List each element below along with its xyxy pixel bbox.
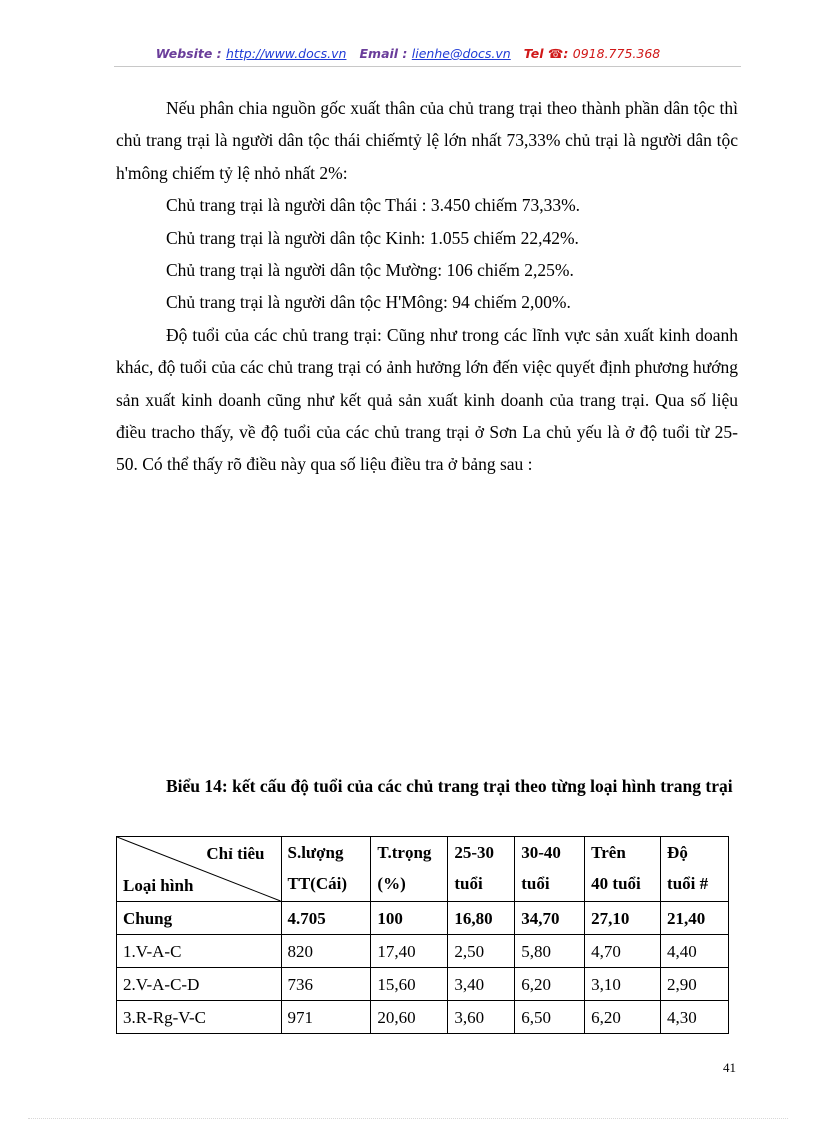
table-cell: 3,10: [585, 968, 661, 1001]
table-cell: 3.R-Rg-V-C: [117, 1001, 282, 1034]
table-cell: 27,10: [585, 902, 661, 935]
paragraph-age: Độ tuổi của các chủ trang trại: Cũng như trong các lĩnh vực sản xuất kinh doanh khác, độ tuổi của các chủ trang trại có ảnh hưởng lớn đến việc quyết định phương hướng sản xuất kinh doanh cũng như kết quả sản xuất kinh doanh của trang trại. Qua số liệu điều tracho thấy, về độ tuổi của các chủ trang trại ở Sơn La chủ yếu là ở độ tuổi từ 25-50. Có thể thấy rõ điều này qua số liệu điều tra ở bảng sau :: [116, 324, 738, 475]
table-row: [117, 902, 729, 935]
table-cell: 21,40: [661, 902, 729, 935]
table-cell: 2,50: [448, 935, 515, 968]
age-structure-table: [116, 836, 729, 1034]
table-cell: 4,70: [585, 935, 661, 968]
column-header: Độ tuổi #: [661, 837, 729, 902]
list-item: Chủ trang trại là người dân tộc H'Mông: 94 chiếm 2,00%.: [166, 292, 571, 313]
email-link[interactable]: lienhe@docs.vn: [411, 46, 511, 61]
table-cell: 6,20: [515, 968, 585, 1001]
table-cell: 971: [281, 1001, 371, 1034]
table-cell: 34,70: [515, 902, 585, 935]
body-text: [116, 92, 738, 481]
phone-number: 0918.775.368: [572, 46, 661, 61]
table-cell: 100: [371, 902, 448, 935]
table-cell: 3,40: [448, 968, 515, 1001]
table-cell: 6,50: [515, 1001, 585, 1034]
website-label: Website :: [155, 46, 222, 61]
tel-label: Tel ☎:: [523, 46, 569, 61]
table-cell: 736: [281, 968, 371, 1001]
column-header: T.trọng (%): [371, 837, 448, 902]
header-type-label: Loại hình: [123, 876, 194, 895]
table-cell: 2.V-A-C-D: [117, 968, 282, 1001]
paragraph-ethnicity: Nếu phân chia nguồn gốc xuất thân của chủ trang trại theo thành phần dân tộc thì chủ trang trại là người dân tộc thái chiếmtỷ lệ lớn nhất 73,33% chủ trại là người dân tộc h'mông chiếm tỷ lệ nhỏ nhất 2%:: [116, 98, 738, 183]
table-cell: 4,30: [661, 1001, 729, 1034]
table-cell: Chung: [117, 902, 282, 935]
table-caption: Biểu 14: kết cấu độ tuổi của các chủ trang trại theo từng loại hình trang trại: [166, 776, 733, 796]
footer-divider: [28, 1118, 788, 1119]
website-link[interactable]: http://www.docs.vn: [226, 46, 347, 61]
header-divider: [114, 66, 741, 67]
table-cell: 1.V-A-C: [117, 935, 282, 968]
table-row: [117, 968, 729, 1001]
list-item: Chủ trang trại là người dân tộc Kinh: 1.055 chiếm 22,42%.: [166, 227, 579, 248]
table-cell: 2,90: [661, 968, 729, 1001]
table-header-row: [117, 837, 729, 902]
table-row: [117, 1001, 729, 1034]
table-cell: 820: [281, 935, 371, 968]
table-cell: 4,40: [661, 935, 729, 968]
column-header: Trên 40 tuổi: [585, 837, 661, 902]
table-cell: 5,80: [515, 935, 585, 968]
list-item: Chủ trang trại là người dân tộc Thái : 3.450 chiếm 73,33%.: [166, 195, 581, 216]
email-label: Email :: [359, 46, 408, 61]
header-indicator-label: Chỉ tiêu: [206, 844, 265, 863]
diagonal-header-cell: [117, 837, 282, 902]
list-item: Chủ trang trại là người dân tộc Mường: 106 chiếm 2,25%.: [166, 260, 574, 281]
column-header: 30-40 tuổi: [515, 837, 585, 902]
table-cell: 17,40: [371, 935, 448, 968]
page-number: 41: [723, 1060, 736, 1075]
table-row: [117, 935, 729, 968]
table-cell: 20,60: [371, 1001, 448, 1034]
table-cell: 16,80: [448, 902, 515, 935]
table-cell: 6,20: [585, 1001, 661, 1034]
column-header: 25-30 tuổi: [448, 837, 515, 902]
table-cell: 4.705: [281, 902, 371, 935]
table-cell: 3,60: [448, 1001, 515, 1034]
column-header: S.lượng TT(Cái): [281, 837, 371, 902]
table-cell: 15,60: [371, 968, 448, 1001]
page-header: [0, 46, 816, 61]
